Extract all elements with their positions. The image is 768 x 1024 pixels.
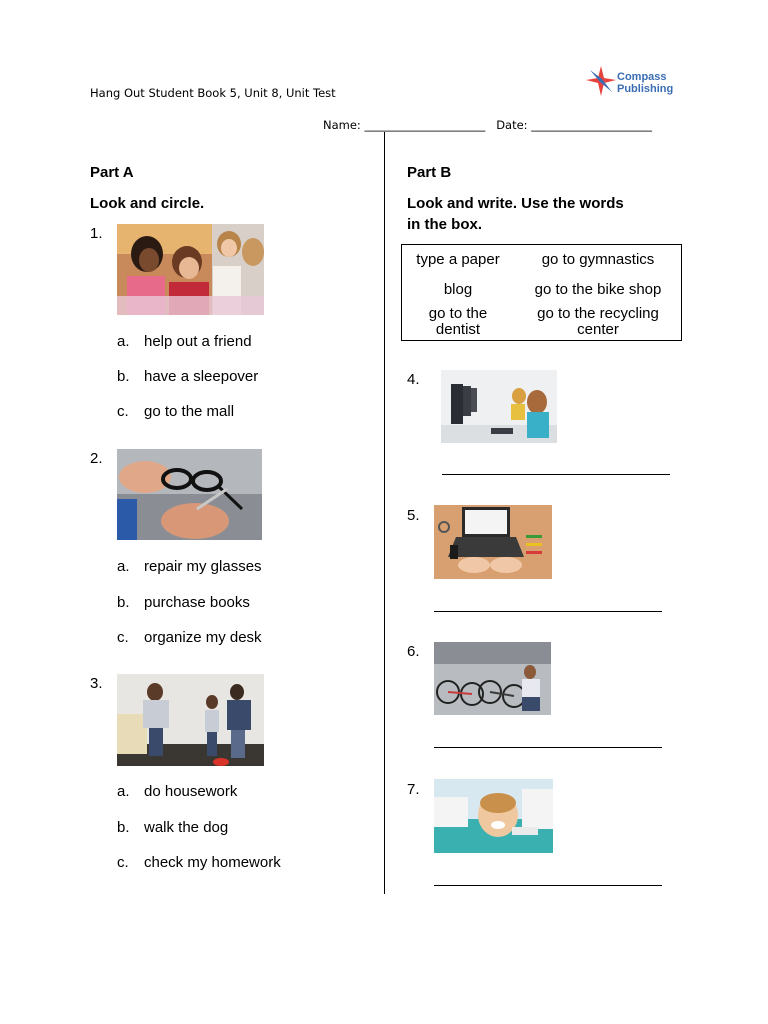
option-text: have a sleepover <box>144 368 259 385</box>
word-box-item: go to gymnastics <box>541 251 655 268</box>
part-b-instruction-line1: Look and write. Use the words <box>407 195 624 212</box>
word-box-item: go to the bike shop <box>534 281 662 298</box>
question-number: 3. <box>90 675 103 692</box>
option-letter: c. <box>117 403 129 420</box>
option-row[interactable] <box>117 368 258 385</box>
option-letter: c. <box>117 629 129 646</box>
laptop-desk-photo <box>434 505 552 579</box>
part-b-instruction-line2: in the box. <box>407 216 482 233</box>
option-text: check my homework <box>144 854 281 871</box>
word-box-item: type a paper <box>416 251 500 268</box>
answer-line[interactable] <box>434 885 662 886</box>
option-letter: b. <box>117 819 130 836</box>
part-a-instruction: Look and circle. <box>90 195 205 212</box>
answer-line[interactable] <box>434 747 662 748</box>
option-letter: a. <box>117 333 130 350</box>
option-text: repair my glasses <box>144 558 262 575</box>
answer-line[interactable] <box>434 611 662 612</box>
option-row[interactable] <box>117 854 281 871</box>
answer-line[interactable] <box>442 474 670 475</box>
question-number: 2. <box>90 450 103 467</box>
option-text: go to the mall <box>144 403 235 420</box>
option-text: help out a friend <box>144 333 252 350</box>
option-text: walk the dog <box>144 819 229 836</box>
option-row[interactable] <box>117 819 228 836</box>
word-box-item: blog <box>443 281 473 298</box>
column-divider <box>384 132 385 894</box>
word-box-item: go to the recycling center <box>537 305 659 338</box>
dentist-photo <box>434 779 553 853</box>
option-text: organize my desk <box>144 629 262 646</box>
question-number: 4. <box>407 371 420 388</box>
option-text: do housework <box>144 783 238 800</box>
option-text: purchase books <box>144 594 250 611</box>
part-b-title: Part B <box>407 164 452 181</box>
logo-line1: Compass <box>617 71 667 83</box>
option-letter: b. <box>117 594 130 611</box>
bike-shop-photo <box>434 642 551 715</box>
option-letter: a. <box>117 783 130 800</box>
option-letter: b. <box>117 368 130 385</box>
header-title: Hang Out Student Book 5, Unit 8, Unit Test <box>90 86 336 100</box>
option-letter: c. <box>117 854 129 871</box>
question-number: 1. <box>90 225 103 242</box>
girls-sleepover-photo <box>117 224 264 315</box>
name-date-line <box>323 118 652 132</box>
option-row[interactable] <box>117 783 237 800</box>
compass-star-icon <box>584 64 618 98</box>
option-row[interactable] <box>117 558 262 575</box>
question-number: 6. <box>407 643 420 660</box>
option-row[interactable] <box>117 403 234 420</box>
question-number: 7. <box>407 781 420 798</box>
option-row[interactable] <box>117 333 252 350</box>
date-field[interactable]: Date: _____________________ <box>496 118 652 132</box>
computer-lab-photo <box>441 370 557 443</box>
word-box <box>401 244 682 341</box>
part-a-title: Part A <box>90 164 134 181</box>
option-row[interactable] <box>117 594 250 611</box>
word-box-item: go to the dentist <box>428 305 488 338</box>
option-row[interactable] <box>117 629 262 646</box>
name-field[interactable]: Name: _____________________ <box>323 118 486 132</box>
logo-line2: Publishing <box>617 83 674 95</box>
option-letter: a. <box>117 558 130 575</box>
glasses-repair-photo <box>117 449 262 540</box>
question-number: 5. <box>407 507 420 524</box>
compass-publishing-logo <box>582 60 676 100</box>
housework-photo <box>117 674 264 766</box>
